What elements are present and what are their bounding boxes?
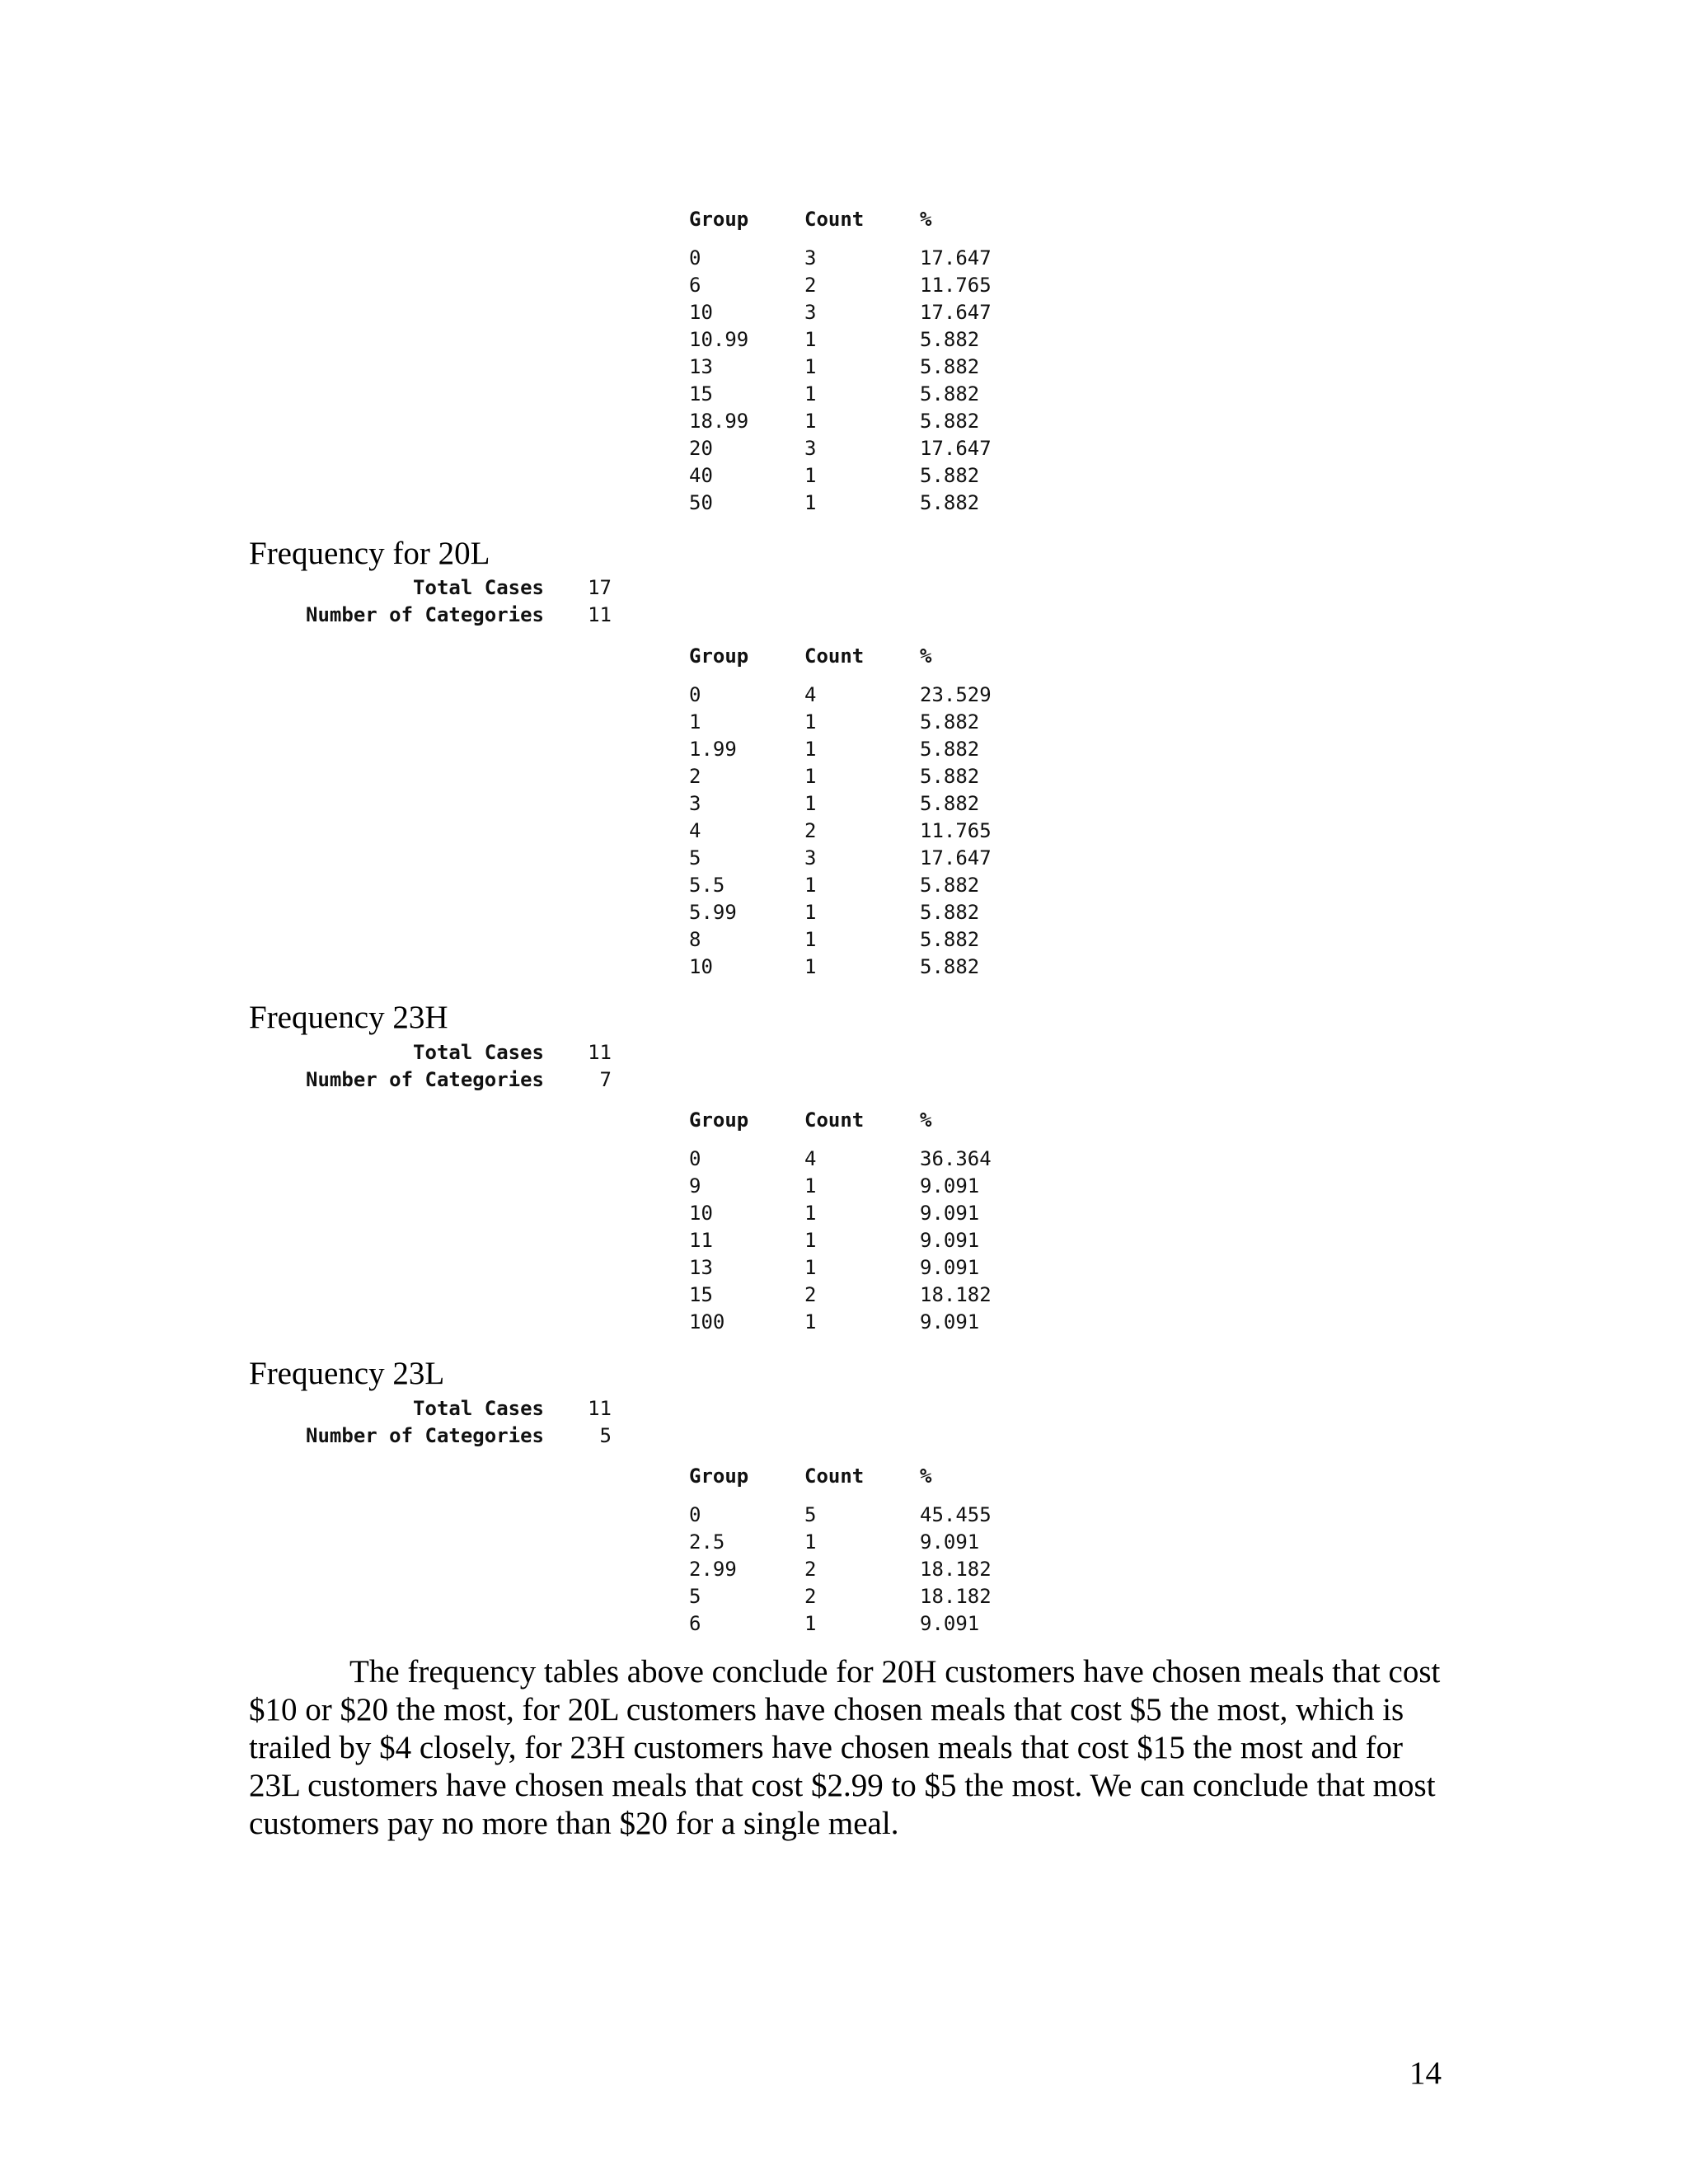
table-header — [689, 643, 1035, 670]
frequency-table-23h — [689, 1107, 1035, 1336]
count-cell: 2 — [804, 1585, 817, 1608]
table-row — [689, 299, 1035, 326]
total-cases-value: 11 — [588, 1041, 612, 1064]
percent-cell: 5.882 — [920, 928, 980, 951]
group-cell: 15 — [689, 382, 713, 405]
categories-value: 5 — [599, 1424, 612, 1447]
group-cell: 10 — [689, 1202, 713, 1225]
percent-cell: 5.882 — [920, 382, 980, 405]
percent-cell: 17.647 — [920, 301, 992, 324]
categories-label: Number of Categories — [306, 603, 544, 626]
percent-cell: 5.882 — [920, 491, 980, 514]
count-cell: 1 — [804, 738, 817, 761]
count-cell: 1 — [804, 955, 817, 978]
count-header: Count — [804, 644, 865, 668]
percent-cell: 36.364 — [920, 1147, 992, 1170]
count-cell: 2 — [804, 1558, 817, 1581]
group-cell: 18.99 — [689, 410, 749, 433]
table-header — [689, 206, 1035, 233]
group-cell: 100 — [689, 1310, 725, 1333]
table-body — [689, 1502, 1035, 1638]
group-cell: 20 — [689, 437, 713, 460]
group-cell: 2.5 — [689, 1530, 725, 1554]
total-cases-value: 17 — [588, 576, 612, 599]
categories-label: Number of Categories — [306, 1424, 544, 1447]
table-row — [689, 1282, 1035, 1309]
percent-cell: 17.647 — [920, 246, 992, 269]
group-cell: 6 — [689, 274, 701, 297]
count-cell: 1 — [804, 382, 817, 405]
count-header: Count — [804, 208, 865, 231]
stats-23h — [249, 1039, 612, 1094]
table-row — [689, 1529, 1035, 1556]
total-cases-row — [249, 574, 612, 602]
table-row — [689, 408, 1035, 435]
group-cell: 0 — [689, 246, 701, 269]
table-row — [689, 818, 1035, 845]
table-body — [689, 245, 1035, 517]
frequency-table-20l — [689, 643, 1035, 981]
group-cell: 0 — [689, 683, 701, 706]
percent-cell: 9.091 — [920, 1256, 980, 1279]
count-cell: 1 — [804, 901, 817, 924]
percent-cell: 17.647 — [920, 846, 992, 869]
group-cell: 5 — [689, 846, 701, 869]
percent-cell: 9.091 — [920, 1174, 980, 1197]
group-cell: 11 — [689, 1229, 713, 1252]
percent-cell: 18.182 — [920, 1585, 992, 1608]
count-cell: 5 — [804, 1503, 817, 1526]
count-cell: 1 — [804, 464, 817, 487]
section-title-20l: Frequency for 20L — [249, 536, 490, 571]
group-cell: 50 — [689, 491, 713, 514]
table-row — [689, 354, 1035, 381]
percent-cell: 17.647 — [920, 437, 992, 460]
percent-cell: 5.882 — [920, 710, 980, 733]
group-cell: 10 — [689, 301, 713, 324]
group-cell: 3 — [689, 792, 701, 815]
table-row — [689, 1173, 1035, 1200]
categories-value: 11 — [588, 603, 612, 626]
table-row — [689, 736, 1035, 763]
group-cell: 0 — [689, 1503, 701, 1526]
table-row — [689, 326, 1035, 354]
count-cell: 2 — [804, 1283, 817, 1306]
percent-cell: 18.182 — [920, 1558, 992, 1581]
group-cell: 1.99 — [689, 738, 737, 761]
table-row — [689, 1556, 1035, 1583]
group-header: Group — [689, 1465, 749, 1488]
group-cell: 1 — [689, 710, 701, 733]
percent-cell: 23.529 — [920, 683, 992, 706]
count-cell: 2 — [804, 819, 817, 842]
group-cell: 13 — [689, 1256, 713, 1279]
percent-header: % — [920, 208, 932, 231]
table-row — [689, 872, 1035, 899]
count-header: Count — [804, 1465, 865, 1488]
group-cell: 5.5 — [689, 874, 725, 897]
group-cell: 2 — [689, 765, 701, 788]
table-header — [689, 1463, 1035, 1490]
total-cases-label: Total Cases — [413, 576, 544, 599]
table-row — [689, 245, 1035, 272]
table-row — [689, 435, 1035, 462]
percent-cell: 11.765 — [920, 819, 992, 842]
table-row — [689, 381, 1035, 408]
percent-cell: 9.091 — [920, 1530, 980, 1554]
categories-value: 7 — [599, 1068, 612, 1091]
conclusion-paragraph: The frequency tables above conclude for 20H customers have chosen meals that cost $10 or $20 the most, for 20L customers have chosen meals that cost $5 the most, which is trailed by $4 closely, for 23H customers have chosen meals that cost $15 the most and for 23L customers have chosen meals that cost $2.99 to $5 the most. We can conclude that most customers pay no more than $20 for a single meal. — [249, 1654, 1441, 1841]
categories-row — [249, 602, 612, 629]
count-cell: 1 — [804, 355, 817, 378]
count-cell: 2 — [804, 274, 817, 297]
total-cases-label: Total Cases — [413, 1041, 544, 1064]
count-cell: 1 — [804, 410, 817, 433]
count-cell: 1 — [804, 928, 817, 951]
group-cell: 6 — [689, 1612, 701, 1635]
percent-cell: 5.882 — [920, 410, 980, 433]
count-cell: 4 — [804, 1147, 817, 1170]
count-cell: 1 — [804, 1174, 817, 1197]
group-cell: 10.99 — [689, 328, 749, 351]
table-row — [689, 1502, 1035, 1529]
table-row — [689, 763, 1035, 790]
count-cell: 1 — [804, 1530, 817, 1554]
group-cell: 13 — [689, 355, 713, 378]
table-body — [689, 1146, 1035, 1336]
count-cell: 1 — [804, 1229, 817, 1252]
stats-20l — [249, 574, 612, 629]
percent-cell: 5.882 — [920, 955, 980, 978]
percent-cell: 5.882 — [920, 328, 980, 351]
group-header: Group — [689, 208, 749, 231]
percent-cell: 9.091 — [920, 1310, 980, 1333]
percent-cell: 5.882 — [920, 765, 980, 788]
group-cell: 5 — [689, 1585, 701, 1608]
count-cell: 1 — [804, 1310, 817, 1333]
count-header: Count — [804, 1108, 865, 1132]
percent-cell: 5.882 — [920, 464, 980, 487]
count-cell: 1 — [804, 1612, 817, 1635]
percent-cell: 5.882 — [920, 355, 980, 378]
group-cell: 10 — [689, 955, 713, 978]
frequency-table-20h — [689, 206, 1035, 517]
categories-row — [249, 1422, 612, 1450]
table-row — [689, 490, 1035, 517]
count-cell: 3 — [804, 846, 817, 869]
percent-cell: 9.091 — [920, 1229, 980, 1252]
total-cases-value: 11 — [588, 1397, 612, 1420]
count-cell: 1 — [804, 765, 817, 788]
percent-cell: 11.765 — [920, 274, 992, 297]
count-cell: 4 — [804, 683, 817, 706]
percent-cell: 9.091 — [920, 1202, 980, 1225]
table-row — [689, 1146, 1035, 1173]
percent-header: % — [920, 1465, 932, 1488]
count-cell: 1 — [804, 1202, 817, 1225]
group-cell: 15 — [689, 1283, 713, 1306]
percent-cell: 5.882 — [920, 874, 980, 897]
categories-row — [249, 1066, 612, 1094]
table-row — [689, 926, 1035, 954]
table-header — [689, 1107, 1035, 1134]
table-row — [689, 1610, 1035, 1638]
table-row — [689, 1227, 1035, 1254]
percent-header: % — [920, 644, 932, 668]
table-row — [689, 682, 1035, 709]
count-cell: 1 — [804, 1256, 817, 1279]
total-cases-row — [249, 1395, 612, 1422]
table-row — [689, 1583, 1035, 1610]
table-row — [689, 954, 1035, 981]
percent-cell: 5.882 — [920, 738, 980, 761]
count-cell: 1 — [804, 792, 817, 815]
group-header: Group — [689, 644, 749, 668]
table-row — [689, 790, 1035, 818]
table-row — [689, 899, 1035, 926]
percent-cell: 5.882 — [920, 792, 980, 815]
table-row — [689, 845, 1035, 872]
group-cell: 0 — [689, 1147, 701, 1170]
percent-cell: 18.182 — [920, 1283, 992, 1306]
section-title-23l: Frequency 23L — [249, 1356, 445, 1391]
categories-label: Number of Categories — [306, 1068, 544, 1091]
group-header: Group — [689, 1108, 749, 1132]
count-cell: 3 — [804, 301, 817, 324]
group-cell: 5.99 — [689, 901, 737, 924]
percent-header: % — [920, 1108, 932, 1132]
table-row — [689, 272, 1035, 299]
count-cell: 1 — [804, 491, 817, 514]
table-body — [689, 682, 1035, 981]
total-cases-label: Total Cases — [413, 1397, 544, 1420]
count-cell: 1 — [804, 710, 817, 733]
count-cell: 3 — [804, 246, 817, 269]
count-cell: 1 — [804, 874, 817, 897]
table-row — [689, 462, 1035, 490]
table-row — [689, 1254, 1035, 1282]
stats-23l — [249, 1395, 612, 1450]
percent-cell: 9.091 — [920, 1612, 980, 1635]
group-cell: 40 — [689, 464, 713, 487]
percent-cell: 45.455 — [920, 1503, 992, 1526]
frequency-table-23l — [689, 1463, 1035, 1638]
section-title-23h: Frequency 23H — [249, 1000, 448, 1035]
group-cell: 4 — [689, 819, 701, 842]
percent-cell: 5.882 — [920, 901, 980, 924]
count-cell: 1 — [804, 328, 817, 351]
page-number: 14 — [1409, 2055, 1442, 2091]
total-cases-row — [249, 1039, 612, 1066]
table-row — [689, 1200, 1035, 1227]
group-cell: 8 — [689, 928, 701, 951]
count-cell: 3 — [804, 437, 817, 460]
table-row — [689, 709, 1035, 736]
group-cell: 9 — [689, 1174, 701, 1197]
table-row — [689, 1309, 1035, 1336]
group-cell: 2.99 — [689, 1558, 737, 1581]
